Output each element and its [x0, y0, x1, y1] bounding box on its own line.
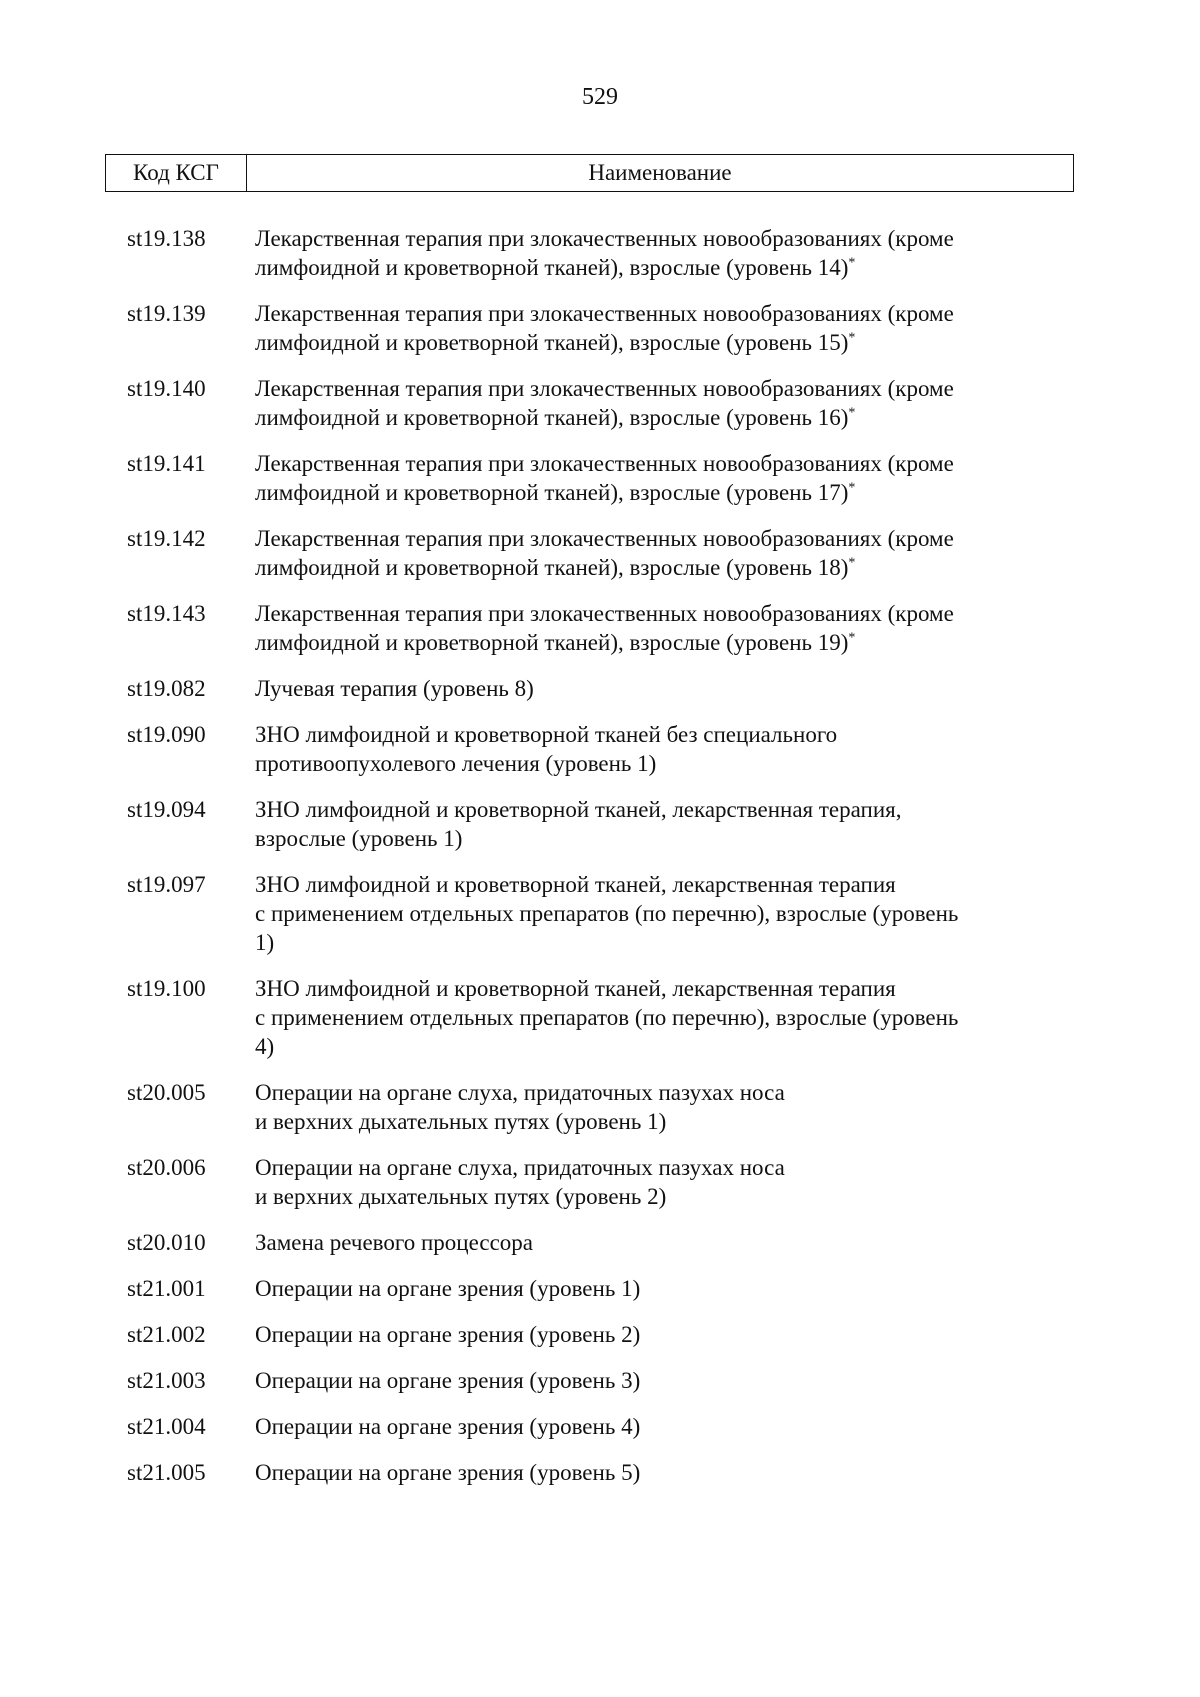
row-code: st20.005 — [127, 1080, 206, 1105]
row-code: st21.005 — [127, 1460, 206, 1485]
row-name: Операции на органе зрения (уровень 2) — [255, 1322, 641, 1347]
row-name: Операции на органе зрения (уровень 3) — [255, 1368, 641, 1393]
footnote-mark: * — [848, 555, 856, 571]
footnote-mark: * — [848, 330, 856, 346]
row-code: st21.004 — [127, 1414, 206, 1439]
row-name: Лекарственная терапия при злокачественных новообразованиях (кроме лимфоидной и кроветворной тканей), взрослые (уровень 18)* — [255, 526, 954, 580]
table-header — [105, 154, 1074, 192]
row-name: ЗНО лимфоидной и кроветворной тканей, лекарственная терапия, взрослые (уровень 1) — [255, 797, 902, 851]
row-code: st20.006 — [127, 1155, 206, 1180]
table-row — [127, 224, 1077, 282]
table-row — [127, 299, 1077, 357]
table-row — [127, 599, 1077, 657]
row-code: st19.139 — [127, 301, 206, 326]
row-name: Замена речевого процессора — [255, 1230, 534, 1255]
table-row — [127, 870, 1077, 957]
table-row — [127, 1078, 1077, 1136]
row-code: st19.100 — [127, 976, 206, 1001]
footnote-mark: * — [848, 630, 856, 646]
row-name: Лучевая терапия (уровень 8) — [255, 676, 534, 701]
table-row — [127, 1274, 1077, 1303]
row-name: Операции на органе слуха, придаточных пазухах носа и верхних дыхательных путях (уровень 2) — [255, 1155, 785, 1209]
table-row — [127, 1320, 1077, 1349]
row-name: Операции на органе зрения (уровень 5) — [255, 1460, 641, 1485]
footnote-mark: * — [848, 405, 856, 421]
row-code: st20.010 — [127, 1230, 206, 1255]
row-code: st19.142 — [127, 526, 206, 551]
row-code: st19.138 — [127, 226, 206, 251]
table-body — [127, 224, 1077, 1504]
row-code: st21.002 — [127, 1322, 206, 1347]
row-code: st19.143 — [127, 601, 206, 626]
table-row — [127, 374, 1077, 432]
row-name: Лекарственная терапия при злокачественных новообразованиях (кроме лимфоидной и кроветворной тканей), взрослые (уровень 17)* — [255, 451, 954, 505]
table-row — [127, 524, 1077, 582]
row-name: Операции на органе зрения (уровень 4) — [255, 1414, 641, 1439]
row-name: Лекарственная терапия при злокачественных новообразованиях (кроме лимфоидной и кроветворной тканей), взрослые (уровень 16)* — [255, 376, 954, 430]
row-code: st19.140 — [127, 376, 206, 401]
table-row — [127, 1153, 1077, 1211]
footnote-mark: * — [848, 255, 856, 271]
table-row — [127, 1458, 1077, 1487]
row-name: Лекарственная терапия при злокачественных новообразованиях (кроме лимфоидной и кроветворной тканей), взрослые (уровень 14)* — [255, 226, 954, 280]
table-row — [127, 674, 1077, 703]
row-name: ЗНО лимфоидной и кроветворной тканей без специального противоопухолевого лечения (уровень 1) — [255, 722, 838, 776]
row-name: Операции на органе зрения (уровень 1) — [255, 1276, 641, 1301]
row-name: Операции на органе слуха, придаточных пазухах носа и верхних дыхательных путях (уровень 1) — [255, 1080, 785, 1134]
row-name: ЗНО лимфоидной и кроветворной тканей, лекарственная терапия с применением отдельных препаратов (по перечню), взрослые (уровень 1) — [255, 872, 959, 955]
table-row — [127, 974, 1077, 1061]
header-code: Код КСГ — [106, 155, 247, 191]
row-code: st19.141 — [127, 451, 206, 476]
row-code: st19.097 — [127, 872, 206, 897]
table-row — [127, 1366, 1077, 1395]
row-code: st19.090 — [127, 722, 206, 747]
row-code: st21.003 — [127, 1368, 206, 1393]
table-row — [127, 1228, 1077, 1257]
row-code: st19.094 — [127, 797, 206, 822]
row-name: ЗНО лимфоидной и кроветворной тканей, лекарственная терапия с применением отдельных препаратов (по перечню), взрослые (уровень 4) — [255, 976, 959, 1059]
page-number: 529 — [582, 84, 618, 110]
table-row — [127, 720, 1077, 778]
table-row — [127, 1412, 1077, 1441]
table-row — [127, 795, 1077, 853]
footnote-mark: * — [848, 480, 856, 496]
header-name: Наименование — [588, 160, 732, 185]
row-name: Лекарственная терапия при злокачественных новообразованиях (кроме лимфоидной и кроветворной тканей), взрослые (уровень 19)* — [255, 601, 954, 655]
row-code: st21.001 — [127, 1276, 206, 1301]
row-code: st19.082 — [127, 676, 206, 701]
table-row — [127, 449, 1077, 507]
row-name: Лекарственная терапия при злокачественных новообразованиях (кроме лимфоидной и кроветворной тканей), взрослые (уровень 15)* — [255, 301, 954, 355]
